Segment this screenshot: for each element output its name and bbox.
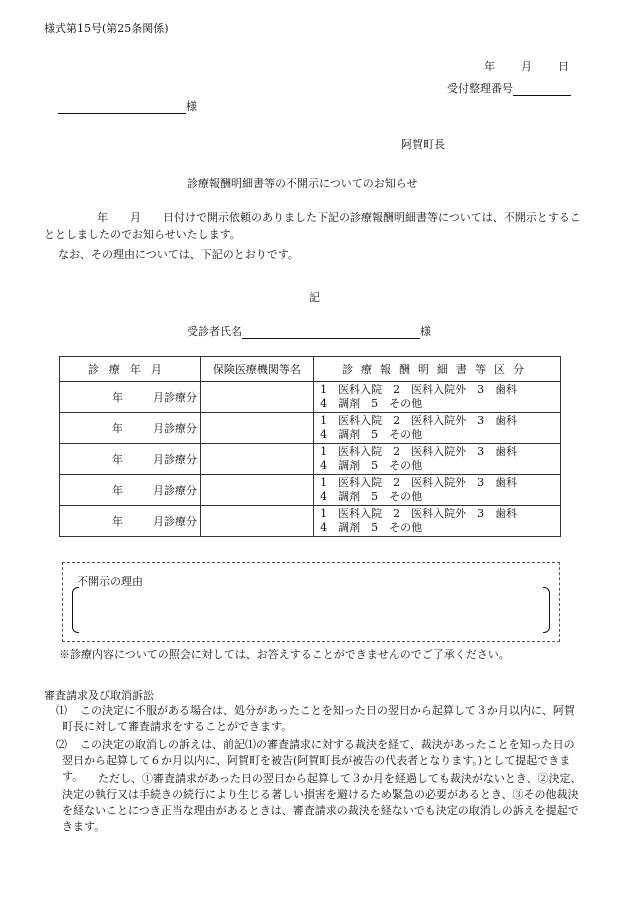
- header-institution: 保険医療機関等名: [200, 357, 313, 382]
- period-cell[interactable]: 年 月診療分: [60, 382, 201, 413]
- table-row: [60, 506, 561, 537]
- ki-heading: 記: [309, 291, 320, 304]
- addressee-suffix: 様: [186, 100, 197, 113]
- records-table: [59, 356, 561, 537]
- receipt-number: [447, 80, 571, 96]
- receipt-label: 受付整理番号: [447, 82, 513, 95]
- period-cell[interactable]: 年 月診療分: [60, 475, 201, 506]
- institution-cell[interactable]: [200, 475, 313, 506]
- period-cell[interactable]: 年 月診療分: [60, 413, 201, 444]
- inquiry-note: ※診療内容についての照会に対しては、お答えすることができませんのでご了承ください。: [59, 648, 510, 661]
- institution-cell[interactable]: [200, 506, 313, 537]
- reason-label: 不開示の理由: [77, 575, 143, 588]
- classification-cell[interactable]: 1 医科入院 2 医科入院外 3 歯科 4 調剤 5 その他: [314, 382, 561, 413]
- appeal-item-text: ただし、①審査請求があった日の翌日から起算して３か月を経過しても裁決がないとき、②決定、決定の執行又は手続きの続行により生じる著しい損害を避けるため緊急の必要があるとき、③その他裁決を経ないことにつき正当な理由があるときは、審査請求の裁決を経ないでも決定の取消しの訴えを提起できます。: [62, 772, 582, 833]
- institution-cell[interactable]: [200, 444, 313, 475]
- document-title: 診療報酬明細書等の不開示についてのお知らせ: [187, 177, 418, 190]
- receipt-number-field[interactable]: [513, 83, 571, 96]
- appeal-item-text: この決定に不服がある場合は、処分があったことを知った日の翌日から起算して３か月以内に、阿賀町長に対して審査請求をすることができます。: [62, 704, 575, 733]
- appeal-title: 審査請求及び取消訴訟: [44, 689, 154, 702]
- left-bracket: [72, 587, 79, 633]
- reason-box: [62, 562, 560, 642]
- date-line: [484, 58, 569, 74]
- table-header-row: [60, 357, 561, 382]
- date-day: 日: [558, 60, 569, 73]
- appeal-item-proviso: [44, 771, 584, 835]
- appeal-item-number: ⑵: [56, 738, 67, 751]
- classification-cell[interactable]: 1 医科入院 2 医科入院外 3 歯科 4 調剤 5 その他: [314, 475, 561, 506]
- form-number: 様式第15号(第25条関係): [44, 22, 169, 35]
- classification-cell[interactable]: 1 医科入院 2 医科入院外 3 歯科 4 調剤 5 その他: [314, 506, 561, 537]
- table-row: [60, 475, 561, 506]
- issuer: 阿賀町長: [401, 138, 445, 151]
- right-bracket: [543, 587, 550, 633]
- appeal-item-number: ⑴: [56, 704, 67, 717]
- patient-name-line: [187, 323, 431, 339]
- table-row: [60, 413, 561, 444]
- appeal-item-text: この決定の取消しの訴えは、前記⑴の審査請求に対する裁決を経て、裁決があったことを知った日の翌日から起算して６か月以内に、阿賀町を被告(阿賀町長が被告の代表者となります。)として提起できます。: [62, 738, 575, 783]
- period-cell[interactable]: 年 月診療分: [60, 506, 201, 537]
- classification-cell[interactable]: 1 医科入院 2 医科入院外 3 歯科 4 調剤 5 その他: [314, 444, 561, 475]
- institution-cell[interactable]: [200, 413, 313, 444]
- paragraph-1: 年 月 日付けで開示依頼のありました下記の診療報酬明細書等については、不開示とすることとしましたのでお知らせいたします。: [44, 211, 581, 241]
- header-period: 診療年月: [60, 357, 201, 382]
- addressee: [58, 98, 197, 114]
- institution-cell[interactable]: [200, 382, 313, 413]
- table-row: [60, 382, 561, 413]
- period-cell[interactable]: 年 月診療分: [60, 444, 201, 475]
- appeal-item-1: [44, 703, 584, 735]
- patient-suffix: 様: [420, 325, 431, 338]
- classification-cell[interactable]: 1 医科入院 2 医科入院外 3 歯科 4 調剤 5 その他: [314, 413, 561, 444]
- date-month: 月: [521, 60, 532, 73]
- date-year: 年: [484, 60, 495, 73]
- patient-name-field[interactable]: [242, 326, 420, 339]
- header-classification: 診療報酬明細書等区分: [314, 357, 561, 382]
- addressee-name-field[interactable]: [58, 101, 186, 114]
- table-row: [60, 444, 561, 475]
- patient-label: 受診者氏名: [187, 325, 242, 338]
- paragraph-2: なお、その理由については、下記のとおりです。: [58, 248, 299, 261]
